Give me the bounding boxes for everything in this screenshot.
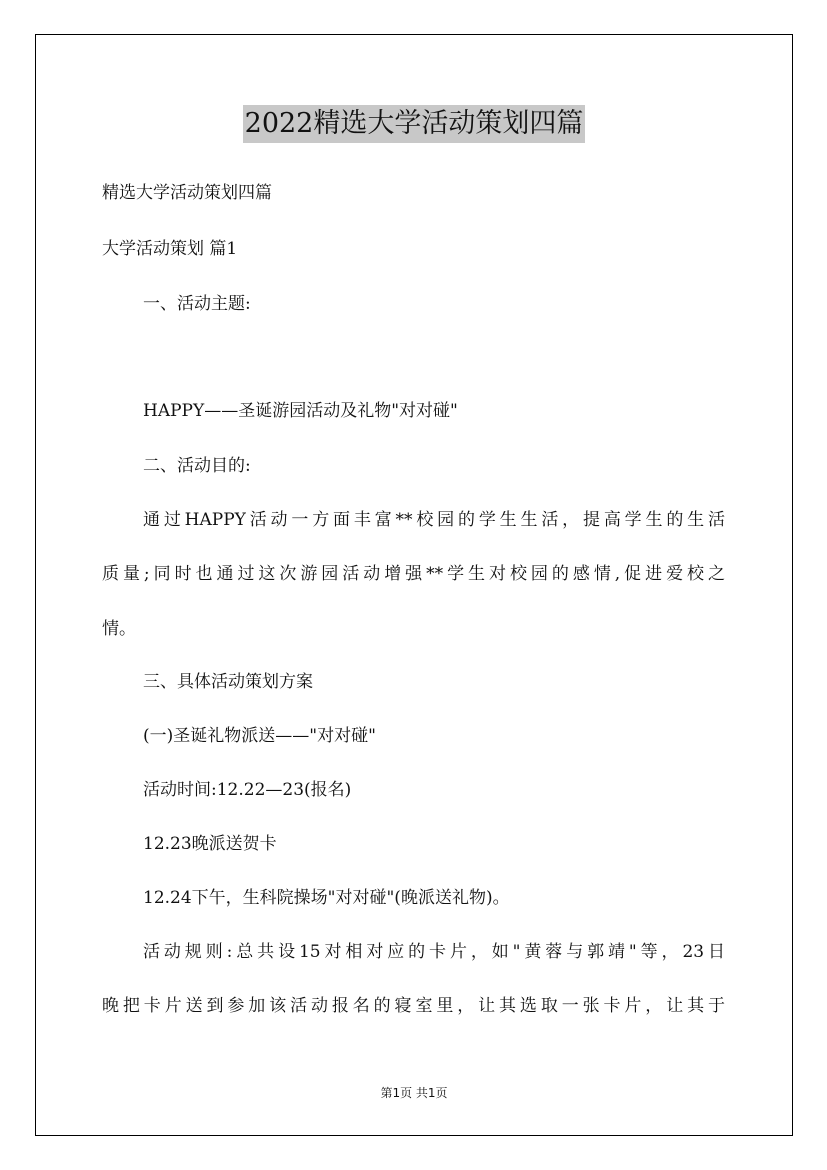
subtitle-line: 精选大学活动策划四篇 xyxy=(102,183,272,203)
page-footer: 第1页 共1页 xyxy=(380,1086,448,1100)
rules-paragraph-line-1: 活动规则:总共设15对相对应的卡片，如"黄蓉与郭靖"等，23日 xyxy=(143,942,725,962)
purpose-paragraph-line-3: 情。 xyxy=(102,619,136,639)
heading-activity-purpose: 二、活动目的: xyxy=(143,456,251,476)
card-delivery-time: 12.23晚派送贺卡 xyxy=(143,834,277,854)
section-heading: 大学活动策划 篇1 xyxy=(102,239,238,259)
purpose-paragraph-line-2: 质量;同时也通过这次游园活动增强**学生对校园的感情,促进爱校之 xyxy=(102,564,725,584)
sub-heading-gift: (一)圣诞礼物派送——"对对碰" xyxy=(143,726,376,746)
gift-delivery-time: 12.24下午，生科院操场"对对碰"(晚派送礼物)。 xyxy=(143,888,510,908)
purpose-paragraph-line-1: 通过HAPPY活动一方面丰富**校园的学生生活，提高学生的生活 xyxy=(143,510,725,530)
activity-time: 活动时间:12.22—23(报名) xyxy=(143,780,352,800)
document-title: 2022精选大学活动策划四篇 xyxy=(243,105,586,143)
activity-theme-text: HAPPY——圣诞游园活动及礼物"对对碰" xyxy=(143,401,458,421)
rules-paragraph-line-2: 晚把卡片送到参加该活动报名的寝室里，让其选取一张卡片，让其于 xyxy=(102,996,725,1016)
title-wrap xyxy=(36,105,792,143)
heading-plan: 三、具体活动策划方案 xyxy=(143,672,313,692)
document-page xyxy=(35,34,793,1136)
heading-activity-theme: 一、活动主题: xyxy=(143,294,251,314)
